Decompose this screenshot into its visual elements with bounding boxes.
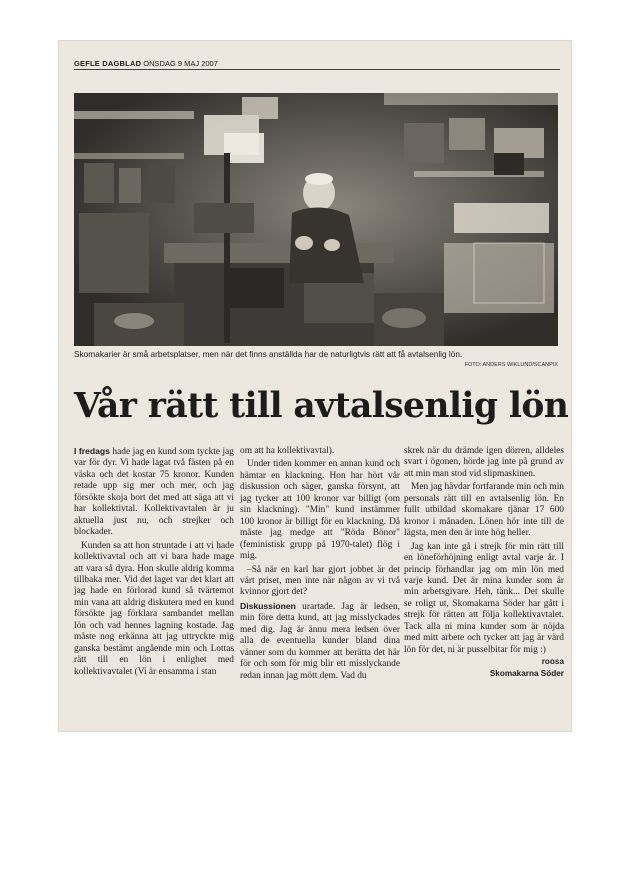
author-signature: roosa	[541, 657, 564, 667]
article-headline: Vår rätt till avtalsenlig lön	[74, 386, 569, 426]
photo-illustration	[74, 93, 558, 346]
article-column-3	[404, 446, 564, 679]
lead-in: I fredags	[74, 446, 110, 456]
newspaper-clipping	[58, 40, 572, 732]
workshop-photo	[74, 93, 558, 346]
paragraph-text: hade jag en kund som tyckte jag var för dyr. Vi hade lagat två fästen på en väska och det kostar 75 kronor. Kunden retade upp sig mer och mer, och jag försökte skoja bort det med att säga att vi har kollektivtal. Kollektivavtalen är ju aktuella just nu, och strejker och blockader.	[74, 447, 234, 538]
paragraph-text: urartade. Jag är ledsen, min före detta kund, att jag misslyckades med dig. Jag är ännu mera ledsen över alla de eventuella kunder bland dina vänner som du kommer att berätta det här för och som för mig blir ett misslyckande redan innan jag mött dem. Vad du	[240, 601, 400, 681]
author-organization: Skomakarna Söder	[489, 668, 564, 678]
paragraph: Under tiden kommer en annan kund och hämtar en klackning. Hon har hört vår diskussion och säger, ganska försynt, att jag tycker att 100 kronor var billigt (om sin klackning). "Min" kund instämmer 100 kronor är billigt för en klackning. Då måste jag medge att "Röda Bönor" (feministisk grupp på 1970-talet) flög i mig.	[240, 459, 400, 562]
newspaper-name: GEFLE DAGBLAD	[74, 59, 142, 68]
paragraph: Kunden sa att hon struntade i att vi hade kollektivavtal och att vi bara hade mage att vara så dyra. Hon skulle aldrig komma tillbaka mer. Vid det laget var det klart att jag hade en förlorad kund så tvärtemot min vana att aldrig diskutera med en kund försökte jag förklara sambandet mellan lön och vad hennes lagning kostade. Jag måste nog erkänna att jag uttryckte mig ganska bestämt angående min och Lottas rätt till en lön i enlighet med kollektivavtalet (Vi är ensamma i stan	[74, 540, 234, 677]
masthead	[74, 59, 560, 70]
issue-date: ONSDAG 9 MAJ 2007	[143, 59, 218, 68]
subhead-lead-in: Diskussionen	[240, 600, 296, 611]
article-column-2	[240, 446, 400, 682]
photo-caption: Skomakarier är små arbetsplatser, men när det finns anställda har de naturligtvis rätt att få avtalsenlig lön.	[74, 349, 463, 359]
article-column-1	[74, 446, 234, 678]
photo-credit: FOTO: ANDERS WIKLUND/SCANPIX	[464, 362, 558, 368]
paragraph: skrek när du drämde igen dörren, alldeles svart i ögonen, hörde jag inte på grund av att min man stod vid slipmaskinen.	[404, 446, 564, 479]
paragraph: Men jag hävdar fortfarande min och min personals rätt till en avtalsenlig lön. En fullt utbildad skomakare tjänar 17 600 kronor i månaden. Lönen hör inte till de lägsta, men den är inte hög heller.	[404, 482, 564, 539]
paragraph: om att ha kollektivavtal).	[240, 446, 335, 456]
paragraph: Jag kan inte gå i strejk för min rätt till en löneförhöjning enligt avtal varje år. I princip förhandlar jag om min lön med varje kund. Det är mina kunder som är min arbetsgivare. Heh, tänk... Det skulle se roligt ut, Skomakarna Söder har gått i strejk för rätten att följa kollektivavtalet. Tack alla ni mina kunder som är nöjda med mitt arbete och tycker att jag är värd lön för det, ni är pusselbitar för mig :)	[404, 541, 564, 655]
paragraph	[74, 446, 234, 539]
paragraph	[240, 601, 400, 682]
paragraph: –Så när en karl har gjort jobbet är det värt priset, men inte när någon av vi två kvinnor gjort det?	[240, 564, 400, 598]
